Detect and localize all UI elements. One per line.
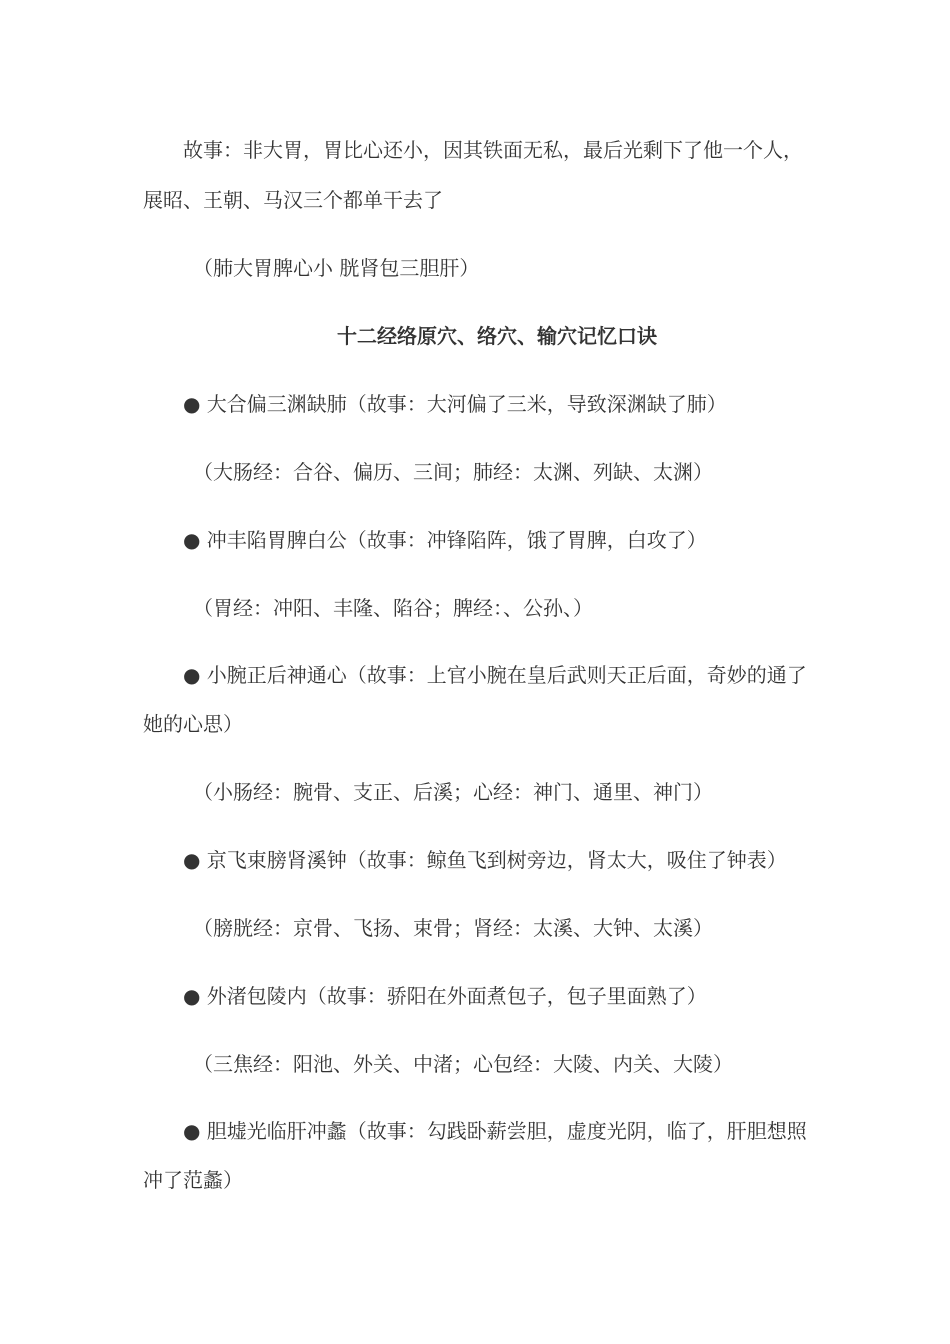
organ-mnemonic: （肺大胃脾心小 胱肾包三胆肝） xyxy=(193,256,480,280)
mnemonic-item-5: ● 外渚包陵内（故事：骄阳在外面煮包子，包子里面熟了） xyxy=(183,984,707,1008)
mnemonic-item-6-line-1: ● 胆墟光临肝冲蠡（故事：勾践卧薪尝胆，虚度光阴，临了，肝胆想照 xyxy=(183,1119,807,1143)
section-heading: 十二经络原穴、络穴、输穴记忆口诀 xyxy=(337,324,657,348)
acupoint-detail-1: （大肠经：合谷、偏历、三间；肺经：太渊、列缺、太渊） xyxy=(193,460,713,484)
acupoint-detail-2: （胃经：冲阳、丰隆、陷谷；脾经：、公孙、） xyxy=(193,596,593,620)
mnemonic-item-1: ● 大合偏三渊缺肺（故事：大河偏了三米，导致深渊缺了肺） xyxy=(183,392,727,416)
mnemonic-item-3-line-1: ● 小腕正后神通心（故事：上官小腕在皇后武则天正后面，奇妙的通了 xyxy=(183,663,807,687)
acupoint-detail-3: （小肠经：腕骨、支正、后溪；心经：神门、通里、神门） xyxy=(193,780,713,804)
acupoint-detail-4: （膀胱经：京骨、飞扬、束骨；肾经：太溪、大钟、太溪） xyxy=(193,916,713,940)
story-intro-line-2: 展昭、王朝、马汉三个都单干去了 xyxy=(143,188,443,212)
mnemonic-item-6-line-2: 冲了范蠡） xyxy=(143,1168,243,1192)
story-intro-line-1: 故事：非大胃，胃比心还小，因其铁面无私，最后光剩下了他一个人， xyxy=(183,138,803,162)
mnemonic-item-2: ● 冲丰陷胃脾白公（故事：冲锋陷阵，饿了胃脾，白攻了） xyxy=(183,528,707,552)
mnemonic-item-4: ● 京飞束膀肾溪钟（故事：鲸鱼飞到树旁边，肾太大，吸住了钟表） xyxy=(183,848,787,872)
mnemonic-item-3-line-2: 她的心思） xyxy=(143,712,243,736)
acupoint-detail-5: （三焦经：阳池、外关、中渚；心包经：大陵、内关、大陵） xyxy=(193,1052,733,1076)
